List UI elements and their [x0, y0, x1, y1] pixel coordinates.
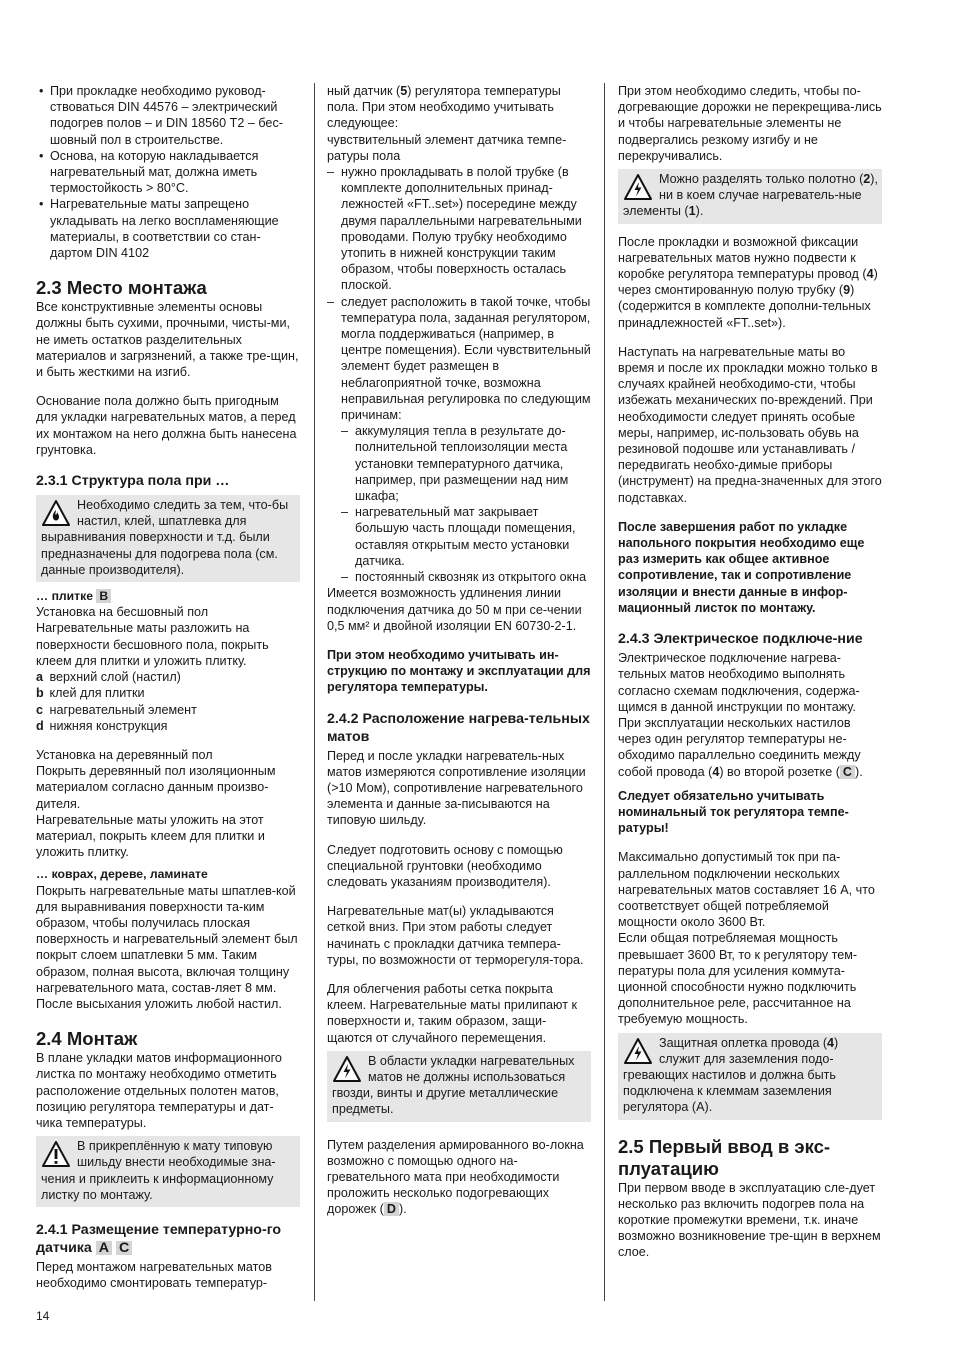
list-item: – аккумуляция тепла в результате до-полнительной теплоизоляции места установки температурного датчика, например, при размещении над ним шкафа; [341, 423, 591, 504]
paragraph: чувствительный элемент датчика темпе-ратуры пола [327, 132, 567, 163]
paragraph: Для облегчения работы сетка покрыта клеем. Нагревательные маты прилипают к поверхности и, таким образом, защи-щаются от случайного перемещения. [327, 981, 577, 1045]
fire-warning-icon [41, 499, 71, 527]
warning-box-electric [618, 1033, 882, 1120]
subheading-tile: … плитке B [36, 588, 300, 604]
list-item: – нагревательный мат закрывает большую часть площади помещения, оставляя открытым место установки датчика. [341, 504, 591, 569]
bold-paragraph: После завершения работ по укладке напольного покрытия необходимо еще раз измерить как общее активное сопротивление, так и сопротивление изоляции и внести данные в инфор-мационный листок по монтажу. [618, 519, 865, 615]
paragraph: Если общая потребляемая мощность превышает 3600 Вт, то к регулятору тем-пературы пола для усиления коммута-ционной способности нужно подключить дополнительное реле, рассчитанное на требуемую мощность. [618, 931, 858, 1027]
figure-label: A [96, 1241, 112, 1255]
warning-text: В прикреплённую к мату типовую шильду внести необходимые зна-чения и приклеить к информационному листку по монтажу. [41, 1139, 276, 1202]
warning-box [36, 1136, 300, 1207]
warning-text: Можно разделять только полотно (2), ни в коем случае нагреватель-ные элементы (1). [623, 172, 878, 219]
requirements-list [36, 83, 300, 261]
paragraph: Основание пола должно быть пригодным для укладки нагревательных матов, а перед их монтажом на него должна быть нанесена грунтовка. [36, 394, 297, 457]
list-item: – постоянный сквозняк из открытого окна [341, 569, 591, 585]
heading-2-5: 2.5 Первый ввод в экс-плуатацию [618, 1135, 831, 1179]
paragraph: Максимально допустимый ток при па-раллельном подключении нескольких нагревательных матов составляет 16 A, что соответствует общей потребляемой мощности около 3600 Вт. [618, 850, 875, 930]
heading-2-4: 2.4 Монтаж [36, 1028, 138, 1050]
paragraph: Имеется возможность удлинения линии подключения датчика до 50 м при се-чении 0,5 мм² и двойной изоляции EN 60730-2-1. [327, 586, 582, 633]
paragraph: Покрыть нагревательные маты шпатлев-кой для выравнивания поверхности та-ким образом, чтобы получилась плоская поверхность и нагревательный элемент был покрыт слоем шпатлевки 5 мм. Таким образом, полная высота, включая толщину нагревательного мата, состав-ляет 8 мм. После высыхания уложить любой настил. [36, 883, 298, 1011]
paragraph: При первом вводе в эксплуатацию сле-дует несколько раз включить подогрев пола на короткие промежутки времени, т.к. иначе возможно возникновение тре-щин в верхнем слое. [618, 1180, 881, 1260]
paragraph: Электрическое подключение нагрева-тельных матов необходимо выполнять согласно схемам подключения, содержа-щимся в данной инструкции по монтажу. При эксплуатации нескольких настилов через один регулятор температуры не-обходимо параллельно соединить между собой провода (4) во второй розетке ( C ). [618, 651, 863, 779]
list-item: a верхний слой (настил) [36, 670, 181, 685]
paragraph: Нагревательные мат(ы) укладываются сеткой вниз. При этом работы следует начинать с прокладки датчика темпера-туры, по возможности от терморегуля-тора. [327, 904, 584, 967]
column-3 [618, 83, 882, 1261]
electric-warning-icon [623, 173, 653, 201]
paragraph: Покрыть деревянный пол изоляционным материалом согласно данным произво-дителя. [36, 764, 276, 811]
warning-text: Защитная оплетка провода (4) служит для заземления подо-гревающих настилов и должна быть подключена к клеммам заземления регулятора (А). [623, 1035, 839, 1115]
paragraph: Нагревательные маты разложить на поверхности бесшовного пола, покрыть клеем для плитки и уложить плитку. [36, 621, 269, 668]
list-item: • Основа, на которую накладывается нагревательный мат, должна иметь термостойкость > 80°C. [36, 148, 300, 197]
heading-2-3-1: 2.3.1 Структура пола при … [36, 473, 230, 490]
warning-text: В области укладки нагревательных матов не должны использоваться гвозди, винты и другие металлические предметы. [332, 1053, 575, 1117]
electric-warning-icon [623, 1037, 653, 1065]
paragraph: Все конструктивные элементы основы должны быть сухими, прочными, чисты-ми, не иметь остатков разделительных материалов и загрязнений, а также тре-щин, и быть жесткими на изгиб. [36, 300, 299, 380]
paragraph: Перед монтажом нагревательных матов необходимо смонтировать температур- [36, 1259, 272, 1291]
sensor-requirements-list [327, 164, 591, 585]
warning-box-electric [618, 169, 882, 224]
electric-warning-icon [332, 1055, 362, 1083]
list-item: d нижняя конструкция [36, 718, 168, 733]
page-number: 14 [36, 1309, 50, 1323]
paragraph: ный датчик (5) регулятора температуры пола. При этом необходимо учитывать следующее: [327, 84, 561, 131]
figure-label: B [96, 589, 111, 603]
list-item: c нагревательный элемент [36, 702, 197, 717]
reasons-list [341, 423, 591, 585]
figure-label: D [384, 1202, 399, 1216]
figure-label: C [840, 765, 855, 779]
paragraph: В плане укладки матов информационного листка по монтажу необходимо отметить расположение отдельных полотен матов, позицию регулятора температуры и дат-чика температуры. [36, 1051, 282, 1130]
warning-box-electric [327, 1051, 591, 1122]
paragraph: При этом необходимо следить, чтобы по-догревающие дорожки не перекрещива-лись и чтобы нагревательные элементы не подвергались резкому изгибу и не перекручивались. [618, 84, 882, 163]
paragraph: Установка на деревянный пол [36, 747, 213, 762]
layer-list [36, 669, 300, 734]
list-item: • Нагревательные маты запрещено укладывать на легко воспламеняющие материалы, в соответствии со стан-дартом DIN 4102 [36, 196, 300, 261]
figure-label: C [116, 1241, 132, 1255]
list-item: – нужно прокладывать в полой трубке (в комплекте дополнительных принад-лежностей «FT..set») посередине между двумя параллельными нагревательными проводами. Полую трубку необходимо утопить в нижней конструкции таким образом, чтобы поверхность осталась плоской. [327, 164, 591, 294]
heading-2-4-3: 2.4.3 Электрическое подключе-ние [618, 631, 863, 648]
list-item: – следует расположить в такой точке, чтобы температура пола, заданная регулятором, могла поддерживаться (например, в центре помещения). Если чувствительный элемент будет размещен в неблагоприятной точке, возможна неправильная регулировка по следующим причинам: – аккумуляция тепла в результате до-полнительной теплоизоляции места установки температурного датчика, например, при размещении над ним шкафа; – нагревательный мат закрывает большую часть площади помещения, оставляя открытым место установки датчика. – постоянный сквозняк из открытого окна [327, 294, 591, 586]
warning-text: Необходимо следить за тем, что-бы настил, клей, шпатлевка для выравнивания поверхности и т.д. были предназначены для подогрева пола (см. данные производителя). [41, 498, 289, 577]
paragraph: Нагревательные маты уложить на этот материал, покрыть клеем для плитки и уложить плитку. [36, 812, 265, 860]
paragraph: После прокладки и возможной фиксации нагревательных матов нужно подвести к коробке регулятора температуры провод (4) через смонтированную полую трубку (9) (содержится в комплекте дополни-тельных принадлежностей «FT..set»). [618, 234, 878, 330]
column-divider-left [314, 83, 315, 1301]
paragraph: Установка на бесшовный пол [36, 605, 209, 620]
paragraph: Наступать на нагревательные маты во время и после их прокладки можно только в случаях крайней необходимо-сти, чтобы избежать механических по-вреждений. При необходимости следует принять особые меры, например, ис-пользовать обувь на резиновой подошве или устанавливать / передвигать необхо-димые приборы (инструмент) на предна-значенных для этого подставках. [618, 344, 882, 505]
heading-2-3: 2.3 Место монтажа [36, 277, 207, 299]
paragraph: Следует подготовить основу с помощью специальной грунтовки (необходимо следовать указаниям производителя). [327, 842, 563, 889]
paragraph: Перед и после укладки нагреватель-ных матов измеряются сопротивление изоляции (>10 Мом), сопротивление нагревательного элемента и данные за-писываются на типовую шильду. [327, 748, 586, 828]
list-item: b клей для плитки [36, 686, 145, 701]
warning-box-fire [36, 495, 300, 582]
subheading-carpet: … коврах, дереве, ламинате [36, 867, 208, 882]
heading-2-4-2: 2.4.2 Расположение нагрева-тельных матов [327, 710, 590, 745]
warning-icon [41, 1140, 71, 1168]
list-item: • При прокладке необходимо руковод-ствоваться DIN 44576 – электрический подогрев полов – и DIN 18560 Т2 – бес-шовный пол в строительстве. [36, 83, 300, 148]
column-2 [327, 83, 591, 1218]
column-divider-right [604, 83, 605, 1301]
column-1 [36, 83, 300, 1291]
heading-2-4-1: 2.4.1 Размещение температурно-го датчика A C [36, 1221, 282, 1256]
paragraph: Путем разделения армированного во-локна возможно с помощью одного на-гревательного мата при необходимости проложить несколько подогревающих дорожек ( D ). [327, 1137, 584, 1217]
bold-paragraph: Следует обязательно учитывать номинальный ток регулятора темпе-ратуры! [618, 788, 849, 836]
bold-paragraph: При этом необходимо учитывать ин-струкцию по монтажу и эксплуатации для регулятора температуры. [327, 647, 591, 695]
